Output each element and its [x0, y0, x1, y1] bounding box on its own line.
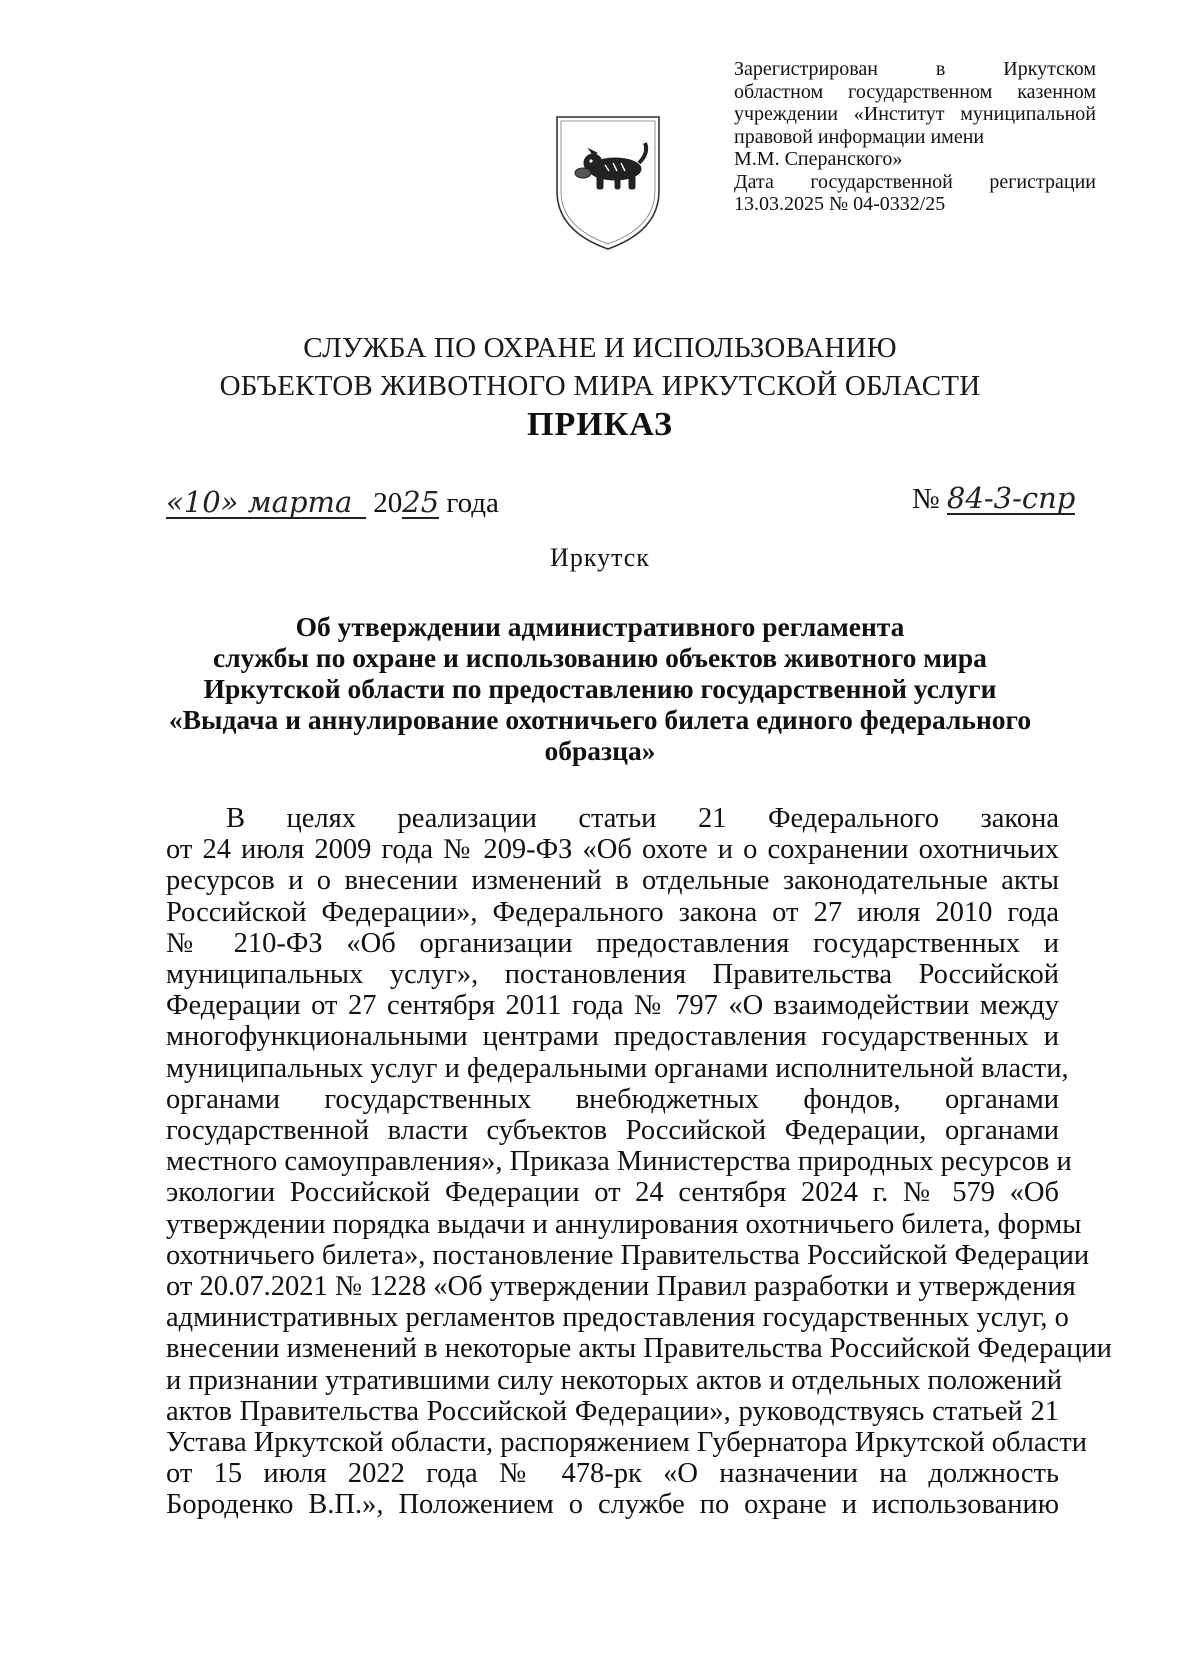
body-line: В целях реализации статьи 21 Федерального закона	[226, 803, 1059, 834]
body-line: Бороденко В.П.», Положением о службе по охране и использованию	[166, 1489, 1059, 1521]
title-line: Иркутской области по предоставлению государственной услуги	[203, 673, 997, 704]
body-line: муниципальных услуг и федеральными органами исполнительной власти,	[166, 1052, 1069, 1084]
body-line: охотничьего билета», постановление Правительства Российской Федерации	[166, 1239, 1090, 1271]
date-year-suffix: 25	[402, 485, 440, 519]
registration-line: Дата государственной регистрации	[734, 170, 1096, 193]
body-line: экологии Российской Федерации от 24 сентября 2024 г. № 579 «Об	[166, 1177, 1059, 1209]
coat-of-arms-emblem	[553, 113, 663, 253]
body-line: от 24 июля 2009 года № 209-ФЗ «Об охоте и о сохранении охотничьих	[166, 834, 1059, 866]
document-date	[166, 487, 499, 520]
body-line: Федерации от 27 сентября 2011 года № 797 «О взаимодействии между	[166, 990, 1059, 1022]
title-line: службы по охране и использованию объектов животного мира	[213, 642, 987, 673]
body-line: актов Правительства Российской Федерации», руководствуясь статьей 21	[166, 1395, 1059, 1427]
body-line: местного самоуправления», Приказа Министерства природных ресурсов и	[166, 1146, 1072, 1178]
body-line: от 15 июля 2022 года № 478-рк «О назначении на должность	[166, 1458, 1059, 1490]
date-year-prefix: 20	[373, 487, 403, 519]
agency-name-line1: СЛУЖБА ПО ОХРАНЕ И ИСПОЛЬЗОВАНИЮ	[303, 332, 897, 364]
body-line: органами государственных внебюджетных фондов, органами	[166, 1083, 1059, 1115]
number-value: 84-3-спр	[946, 481, 1076, 515]
number-sign: №	[912, 483, 940, 515]
body-line: утверждении порядка выдачи и аннулирования охотничьего билета, формы	[166, 1208, 1082, 1240]
registration-line: М.М. Сперанского»	[734, 148, 903, 170]
agency-name-line2: ОБЪЕКТОВ ЖИВОТНОГО МИРА ИРКУТСКОЙ ОБЛАСТИ	[219, 370, 981, 402]
body-line: административных регламентов предоставления государственных услуг, о	[166, 1302, 1069, 1334]
city-name: Иркутск	[550, 543, 650, 572]
registration-line: правовой информации имени	[734, 125, 985, 148]
body-line: многофункциональными центрами предоставления государственных и	[166, 1021, 1059, 1053]
registration-line: 13.03.2025 № 04-0332/25	[734, 193, 946, 215]
body-line: ресурсов и о внесении изменений в отдельные законодательные акты	[166, 865, 1059, 897]
body-line: и признании утратившими силу некоторых актов и отдельных положений	[166, 1364, 1063, 1396]
registration-line: учреждении «Институт муниципальной	[734, 103, 1096, 125]
date-year-word: года	[446, 487, 499, 519]
registration-line: областном государственном казенном	[734, 80, 1096, 103]
document-type: ПРИКАЗ	[527, 406, 673, 443]
body-line: внесении изменений в некоторые акты Правительства Российской Федерации	[166, 1333, 1112, 1365]
document-title	[150, 611, 1050, 766]
title-line: образца»	[544, 735, 656, 766]
title-line: «Выдача и аннулирование охотничьего билета единого федерального	[168, 704, 1032, 735]
body-line: Российской Федерации», Федерального закона от 27 июля 2010 года	[166, 896, 1059, 928]
body-line: государственной власти субъектов Российской Федерации, органами	[166, 1115, 1059, 1147]
title-line: Об утверждении административного регламента	[295, 611, 905, 642]
document-number	[912, 483, 1075, 516]
body-line: от 20.07.2021 № 1228 «Об утверждении Правил разработки и утверждения	[166, 1271, 1076, 1303]
registration-stamp	[734, 58, 1096, 216]
document-body	[166, 803, 1112, 1521]
registration-line: Зарегистрирован в Иркутском	[734, 58, 1096, 80]
body-line: Устава Иркутской области, распоряжением Губернатора Иркутской области	[166, 1427, 1088, 1459]
body-line: № 210-ФЗ «Об организации предоставления государственных и	[166, 927, 1059, 959]
body-line: муниципальных услуг», постановления Правительства Российской	[166, 959, 1059, 991]
date-day-month: «10» марта	[166, 487, 366, 519]
